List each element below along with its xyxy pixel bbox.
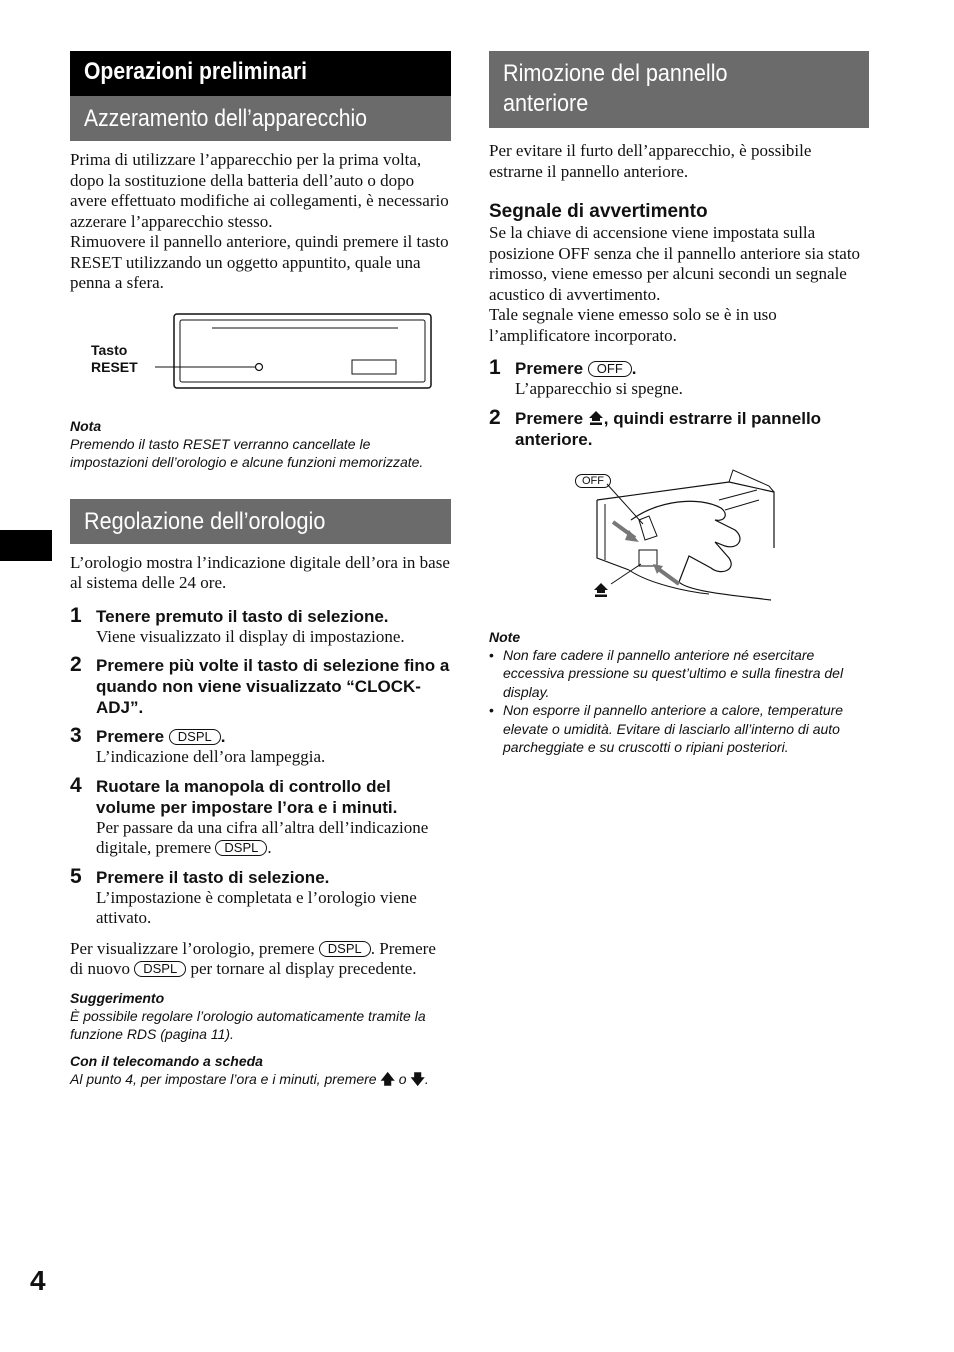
step-3	[70, 726, 451, 768]
step-1	[70, 603, 451, 648]
rimozione-intro: Per evitare il furto dell’apparecchio, è possibile estrarne il pannello anteriore.	[489, 141, 812, 181]
step-number: 4	[70, 773, 82, 797]
step-heading-text: Premere	[515, 359, 584, 378]
left-column	[70, 51, 451, 1088]
step-heading: Premere più volte il tasto di selezione fino a quando non viene visualizzato “CLOCK-ADJ”.	[96, 656, 450, 717]
section-title-orologio: Regolazione dell’orologio	[70, 499, 451, 544]
reset-figure	[70, 312, 451, 417]
step-heading-punct: .	[631, 359, 637, 378]
tip-title: Suggerimento	[70, 989, 165, 1006]
reset-paragraph-2: Rimuovere il pannello anteriore, quindi premere il tasto RESET utilizzando un oggetto appuntito, quale una penna a sfera.	[70, 232, 449, 292]
dspl-key: DSPL	[169, 729, 221, 745]
step-heading: Premere il tasto di selezione.	[96, 867, 330, 887]
nota-title: Nota	[70, 417, 102, 434]
panel-removal-drawing	[489, 460, 869, 620]
warn-paragraph-2: Tale segnale viene emesso solo se è in uso l’amplificatore incorporato.	[489, 305, 777, 345]
remove-step-1	[489, 358, 869, 400]
subsection-title-azzeramento: Azzeramento dell’apparecchio	[70, 96, 451, 141]
clock-steps	[70, 603, 451, 929]
section-title-line1: Rimozione del pannello	[503, 60, 728, 87]
step-heading	[96, 726, 451, 747]
step-number: 2	[70, 653, 82, 676]
remote-text	[70, 1070, 451, 1089]
unit-front-drawing	[70, 312, 451, 402]
step-5	[70, 864, 451, 929]
view-text-3: per tornare al display precedente.	[190, 959, 417, 978]
nota-text: Premendo il tasto RESET verranno cancellate le impostazioni dell’orologio e alcune funzioni memorizzate.	[70, 435, 424, 470]
view-text-1: Per visualizzare l’orologio, premere	[70, 938, 315, 958]
clock-intro: L’orologio mostra l’indicazione digitale dell’ora in base al sistema delle 24 ore.	[70, 552, 450, 592]
reset-label-line2: RESET	[91, 358, 138, 375]
off-key-label: OFF	[575, 474, 611, 488]
note-item: • Non esporre il pannello anteriore a calore, temperature elevate o umidità. Evitare di lasciarlo all’interno di auto parcheggiate e su cruscotti o ripiani posteriori.	[489, 701, 869, 757]
step-heading-punct: .	[220, 727, 226, 746]
step-heading-text-2: , quindi estrarre il pannello anteriore.	[515, 408, 822, 449]
warn-paragraph-1: Se la chiave di accensione viene impostata sulla posizione OFF senza che il pannello anteriore sia stato rimosso, viene emesso per alcuni secondi un segnale acustico di avvertimento.	[489, 223, 861, 304]
section-title-line2: anteriore	[503, 90, 589, 117]
panel-removal-figure	[489, 460, 869, 620]
arrow-down-icon: 🡇	[410, 1070, 425, 1087]
section-title-rimozione	[489, 51, 869, 128]
reset-label-line1: Tasto	[91, 341, 128, 358]
step-heading-text: Premere	[515, 408, 584, 428]
step-number: 3	[70, 724, 82, 747]
right-column	[489, 51, 869, 757]
step-description-text: Per passare da una cifra all’altra dell’indicazione digitale, premere	[96, 817, 429, 857]
step-number: 1	[489, 356, 501, 379]
step-2	[70, 655, 451, 718]
step-description: L’indicazione dell’ora lampeggia.	[96, 747, 326, 766]
step-description: L’impostazione è completata e l’orologio viene attivato.	[96, 887, 417, 927]
step-description-punct: .	[267, 838, 272, 857]
view-text-2: . Premere di nuovo	[70, 938, 436, 978]
step-number: 2	[489, 405, 501, 429]
reset-paragraph-1: Prima di utilizzare l’apparecchio per la prima volta, dopo la sostituzione della batteria dell’auto o dopo avere effettuato modifiche ai collegamenti, è necessario azzerare l’apparecchio stesso.	[70, 150, 449, 231]
subhead-avvertimento: Segnale di avvertimento	[489, 201, 708, 222]
remove-step-2	[489, 405, 869, 450]
release-icon	[588, 410, 604, 426]
notes-list	[489, 646, 869, 757]
remote-text-3: .	[424, 1070, 429, 1087]
step-description	[96, 818, 451, 859]
step-heading-text: Premere	[96, 727, 165, 746]
step-number: 5	[70, 864, 82, 888]
remote-text-1: Al punto 4, per impostare l’ora e i minuti, premere	[70, 1070, 377, 1087]
step-heading	[515, 408, 869, 450]
dspl-key: DSPL	[134, 961, 186, 977]
dspl-key: DSPL	[215, 840, 267, 856]
dspl-key: DSPL	[319, 941, 371, 957]
off-key: OFF	[588, 361, 632, 377]
step-number: 1	[70, 603, 82, 627]
step-heading: Tenere premuto il tasto di selezione.	[96, 606, 389, 626]
arrow-up-icon: 🡅	[380, 1070, 395, 1087]
remote-title: Con il telecomando a scheda	[70, 1052, 263, 1069]
step-heading: Ruotare la manopola di controllo del volume per impostare l’ora e i minuti.	[96, 776, 398, 817]
step-description: L’apparecchio si spegne.	[515, 379, 683, 398]
step-description: Viene visualizzato il display di impostazione.	[96, 626, 405, 646]
section-title-operazioni: Operazioni preliminari	[70, 51, 451, 96]
step-4	[70, 773, 451, 859]
view-clock-paragraph	[70, 939, 451, 980]
step-heading	[515, 358, 869, 379]
remote-text-2: o	[398, 1070, 407, 1087]
note-title: Note	[489, 628, 521, 645]
page-number: 4	[30, 1265, 46, 1296]
section-tab-marker	[0, 530, 52, 561]
tip-text: È possibile regolare l’orologio automaticamente tramite la funzione RDS (pagina 11).	[70, 1007, 426, 1042]
note-item: • Non fare cadere il pannello anteriore né esercitare eccessiva pressione su quest’ultimo e sulla finestra del display.	[489, 646, 869, 702]
